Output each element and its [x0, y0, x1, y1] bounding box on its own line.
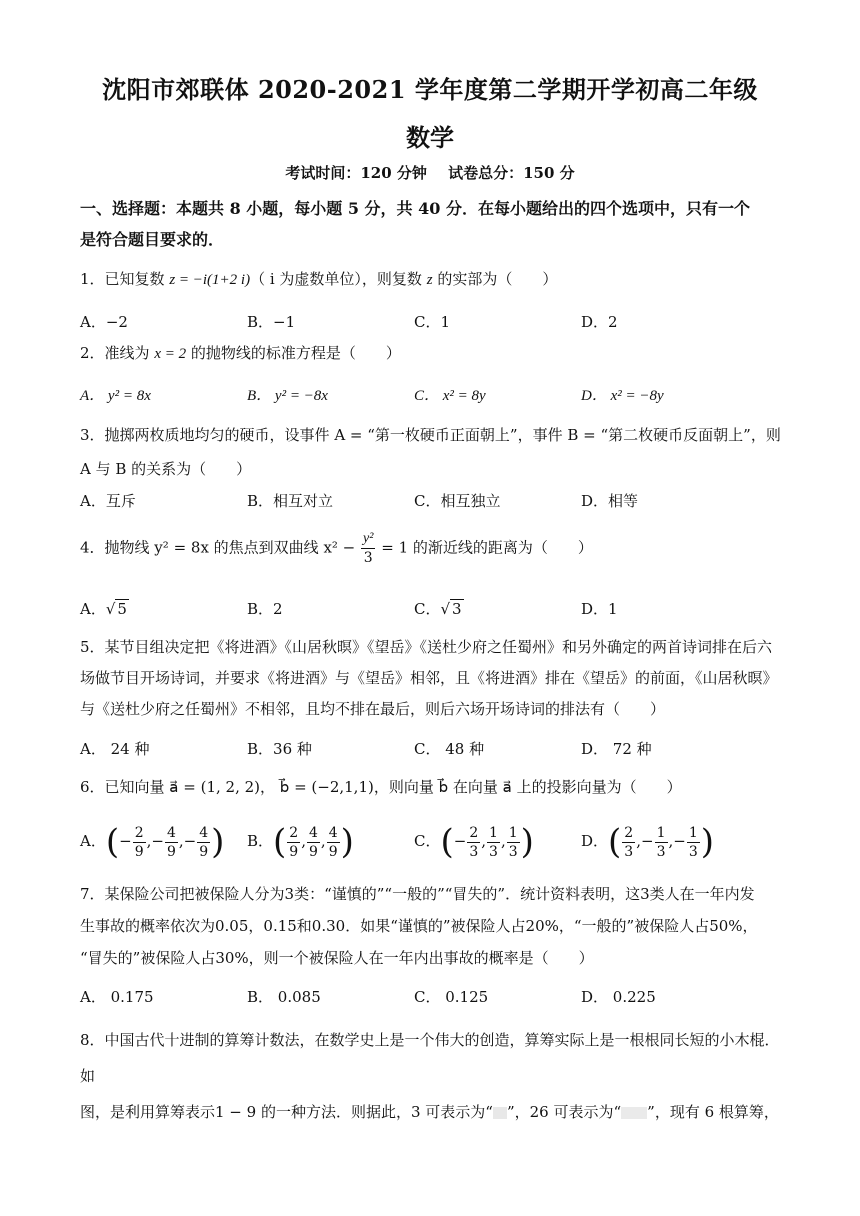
q1-option-a: A．−2	[80, 313, 128, 331]
fraction: $\frac{4}{9}$	[328, 824, 338, 860]
comma: ,	[481, 832, 487, 850]
minus-sign: −	[673, 832, 686, 850]
fraction: $\frac{1}{3}$	[489, 824, 498, 860]
comma: ,	[636, 832, 641, 850]
q4-option-d: D．1	[581, 600, 618, 618]
question-4	[80, 530, 790, 567]
question-5	[80, 632, 790, 725]
q6-option-b	[247, 822, 414, 862]
question-1	[80, 264, 790, 295]
q1-text-c: 的实部为（ ）	[432, 270, 558, 288]
q8-line-2: 图，是利用算筹表示1 − 9 的一种方法．则据此，3 可表示为“ ”，26 可表示为“ ”，现有 6 根算筹，	[80, 1103, 779, 1121]
q2-option-d: D． x² = −8y	[581, 388, 664, 404]
fraction: $\frac{4}{9}$	[199, 824, 209, 860]
fraction: $\frac{2}{9}$	[289, 824, 299, 860]
section-line-2: 是符合题目要求的．	[80, 230, 225, 249]
q4-options	[80, 598, 790, 619]
minus-sign: −	[183, 832, 197, 850]
exam-meta	[0, 162, 860, 183]
q5-option-c: C． 48 种	[414, 740, 485, 758]
q7-line-1: 7．某保险公司把被保险人分为3类：“谨慎的”“一般的”“冒失的”．统计资料表明，这3类人在一年内发	[80, 885, 755, 903]
q6-options	[80, 820, 790, 864]
fraction: $\frac{1}{3}$	[688, 824, 698, 860]
q2-option-a: A． y² = 8x	[80, 388, 151, 404]
q2-option-c: C． x² = 8y	[414, 388, 486, 404]
left-paren: (	[608, 822, 622, 862]
question-2	[80, 338, 790, 369]
q1-options	[80, 311, 790, 332]
q2-options	[80, 384, 790, 405]
comma: ,	[500, 832, 506, 850]
exam-time: 考试时间：120 分钟	[285, 164, 427, 182]
q7-option-d: D． 0.225	[581, 988, 656, 1006]
minus-sign: −	[641, 832, 654, 850]
right-paren: )	[340, 822, 354, 862]
fraction: $\frac{2}{3}$	[624, 824, 634, 860]
fraction: $\frac{2}{3}$	[469, 824, 479, 860]
q6d-label: D．	[581, 832, 609, 850]
q6b-label: B．	[247, 832, 274, 850]
q4-option-c: C．√ 3	[414, 600, 462, 618]
exam-title: 沈阳市郊联体 2020-2021 学年度第二学期开学初高二年级	[102, 75, 758, 104]
q1-expr: z = −i(1+2 i)	[169, 272, 251, 288]
q5-option-a: A． 24 种	[80, 740, 150, 758]
q1-var: z	[426, 272, 433, 288]
q3-line-2: A 与 B 的关系为（ ）	[80, 460, 252, 478]
q4-option-a-radicand: 5	[117, 600, 127, 618]
q7-option-c: C． 0.125	[414, 988, 489, 1006]
section-heading	[80, 193, 790, 255]
q1-option-b: B．−1	[247, 313, 296, 331]
counting-rod-3-image	[493, 1107, 507, 1119]
section-line-1: 一、选择题：本题共 8 小题，每小题 5 分，共 40 分．在每小题给出的四个选项中，只有一个	[80, 199, 750, 218]
comma: ,	[178, 832, 184, 850]
q5-options	[80, 738, 790, 759]
question-3	[80, 418, 790, 486]
question-6: 6．已知向量 a⃗ = (1, 2, 2)， b⃗ = (−2,1,1)，则向量 b⃗ 在向量 a⃗ 上的投影向量为（ ）	[80, 778, 682, 796]
subject-title: 数学	[406, 123, 454, 152]
q2-expr: x = 2	[154, 346, 187, 362]
q6c-label: C．	[414, 832, 441, 850]
q4-option-a: A．√ 5	[80, 600, 127, 618]
comma: ,	[668, 832, 674, 850]
q3-option-a: A．互斥	[80, 492, 136, 510]
comma: ,	[320, 832, 326, 850]
q2-option-b: B． y² = −8x	[247, 388, 328, 404]
q3-option-c: C．相互独立	[414, 492, 501, 510]
right-paren: )	[520, 822, 534, 862]
right-paren: )	[700, 822, 715, 862]
q8-line-1: 8．中国古代十进制的算筹计数法，在数学史上是一个伟大的创造，算筹实际上是一根根同长短的小木棍．如	[80, 1031, 780, 1085]
fraction: $\frac{4}{9}$	[166, 824, 176, 860]
q4-option-b: B．2	[247, 600, 283, 618]
q2-text-b: 的抛物线的标准方程是（ ）	[186, 344, 401, 362]
q7-option-a: A． 0.175	[80, 988, 154, 1006]
q5-option-b: B．36 种	[247, 740, 312, 758]
fraction: $\frac{1}{3}$	[508, 824, 518, 860]
comma: ,	[301, 832, 306, 850]
comma: ,	[146, 832, 152, 850]
q7-option-b: B． 0.085	[247, 988, 321, 1006]
question-8	[80, 1022, 790, 1130]
q5-line-3: 与《送杜少府之任蜀州》不相邻，且均不排在最后，则后六场开场诗词的排法有（ ）	[80, 700, 666, 718]
q1-option-d: D．2	[581, 313, 618, 331]
exam-score: 试卷总分：150 分	[448, 164, 575, 182]
q3-option-b: B．相互对立	[247, 492, 334, 510]
q4-text-b: = 1 的渐近线的距离为（ ）	[381, 538, 593, 557]
q1-text-b: （ i 为虚数单位），则复数	[250, 270, 427, 288]
q3-line-1: 3．抛掷两枚质地均匀的硬币，设事件 A = “第一枚硬币正面朝上”，事件 B = “第二枚硬币反面朝上”，则	[80, 426, 781, 444]
q4-text-a: 4．抛物线 y² = 8x 的焦点到双曲线 x² −	[80, 538, 356, 557]
minus-sign: −	[119, 832, 132, 850]
q6-option-a	[80, 822, 247, 862]
q6-option-c	[414, 822, 581, 862]
q3-option-d: D．相等	[581, 492, 639, 510]
q5-option-d: D． 72 种	[581, 740, 652, 758]
q7-line-2: 生事故的概率依次为0.05，0.15和0.30．如果“谨慎的”被保险人占20%，“一般的”被保险人占50%，	[80, 917, 758, 935]
minus-sign: −	[453, 832, 467, 850]
right-paren: )	[211, 822, 225, 862]
q5-line-2: 场做节目开场诗词，并要求《将进酒》与《望岳》相邻，且《将进酒》排在《望岳》的前面，《山居秋暝》	[80, 669, 778, 687]
q5-line-1: 5．某节目组决定把《将进酒》《山居秋暝》《望岳》《送杜少府之任蜀州》和另外确定的两首诗词排在后六	[80, 638, 773, 656]
q4-fraction: $\frac{\text{y²}}{3}$	[363, 531, 374, 566]
left-paren: (	[105, 822, 120, 862]
q3-options	[80, 490, 790, 511]
q7-options	[80, 986, 790, 1007]
q4-option-c-radicand: 3	[452, 600, 462, 618]
fraction: $\frac{2}{9}$	[134, 824, 144, 860]
minus-sign: −	[151, 832, 164, 850]
left-paren: (	[440, 822, 454, 862]
counting-rod-26-image	[621, 1107, 647, 1119]
fraction: $\frac{4}{9}$	[309, 824, 318, 860]
q1-text-a: 1．已知复数	[80, 270, 170, 288]
q7-line-3: “冒失的”被保险人占30%，则一个被保险人在一年内出事故的概率是（ ）	[80, 949, 594, 967]
left-paren: (	[273, 822, 287, 862]
q6-option-d	[581, 822, 748, 862]
q1-option-c: C．1	[414, 313, 451, 331]
question-7	[80, 878, 790, 974]
q6a-label: A．	[80, 832, 106, 850]
fraction: $\frac{1}{3}$	[656, 824, 666, 860]
q2-text-a: 2．准线为	[80, 344, 155, 362]
